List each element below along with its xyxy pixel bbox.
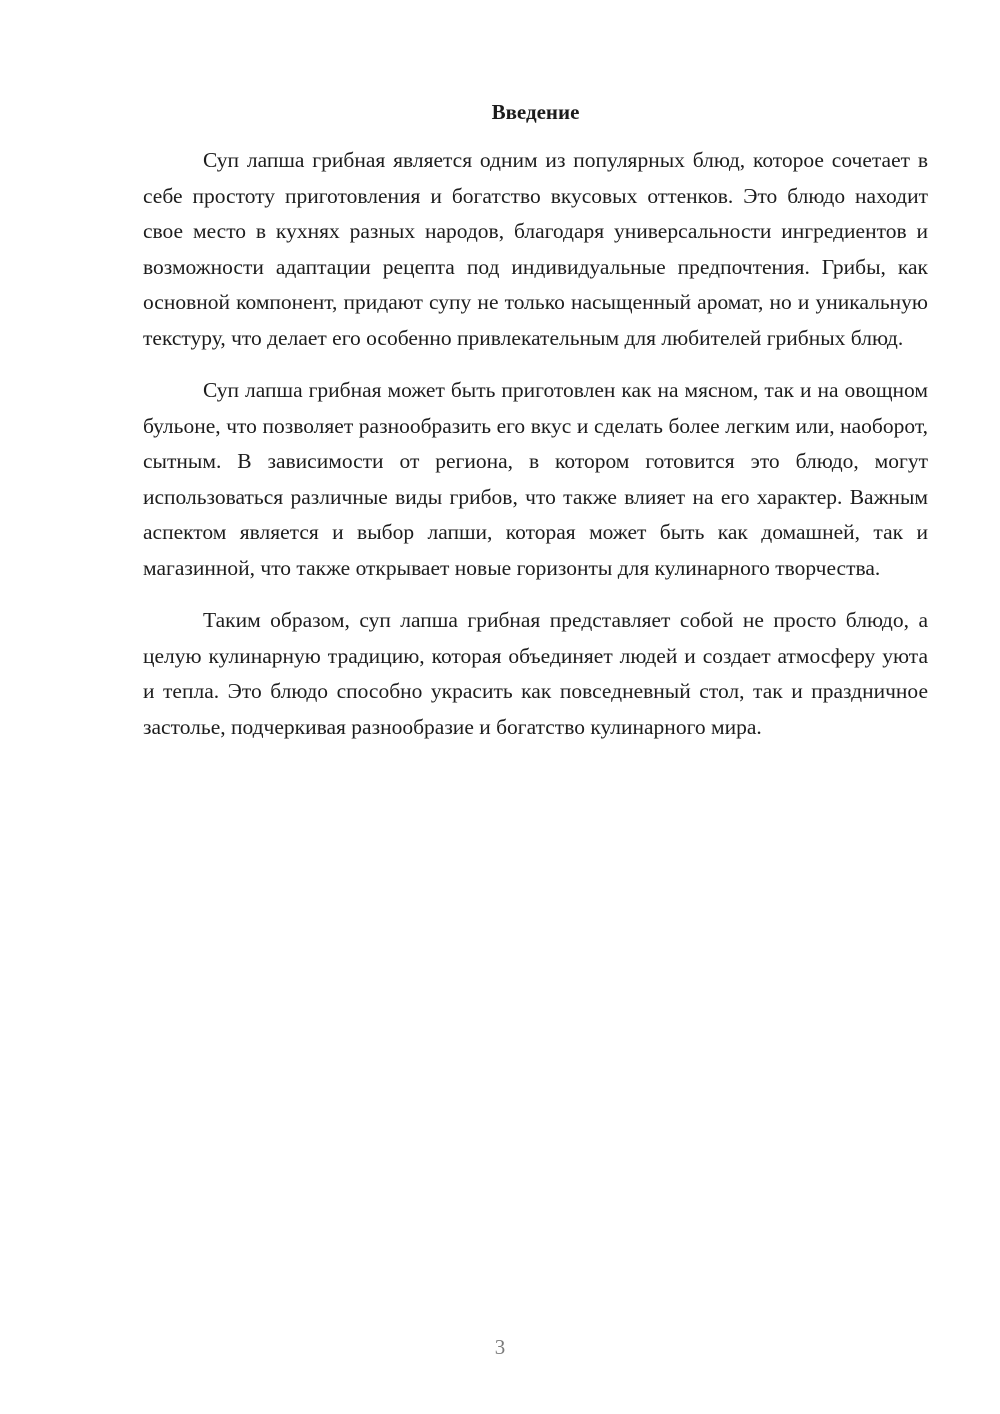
body-text — [143, 143, 928, 762]
paragraph-1: Суп лапша грибная является одним из популярных блюд, которое сочетает в себе простоту приготовления и богатство вкусовых оттенков. Это блюдо находит свое место в кухнях разных народов, благодаря универсальности ингредиентов и возможности адаптации рецепта под индивидуальные предпочтения. Грибы, как основной компонент, придают супу не только насыщенный аромат, но и уникальную текстуру, что делает его особенно привлекательным для любителей грибных блюд. — [143, 148, 928, 350]
paragraph-2: Суп лапша грибная может быть приготовлен как на мясном, так и на овощном бульоне, что позволяет разнообразить его вкус и сделать более легким или, наоборот, сытным. В зависимости от региона, в котором готовится это блюдо, могут использоваться различные виды грибов, что также влияет на его характер. Важным аспектом является и выбор лапши, которая может быть как домашней, так и магазинной, что также открывает новые горизонты для кулинарного творчества. — [143, 378, 928, 580]
page-number: 3 — [494, 1335, 506, 1359]
page-heading: Введение — [491, 100, 580, 124]
paragraph-3: Таким образом, суп лапша грибная представляет собой не просто блюдо, а целую кулинарную традицию, которая объединяет людей и создает атмосферу уюта и тепла. Это блюдо способно украсить как повседневный стол, так и праздничное застолье, подчеркивая разнообразие и богатство кулинарного мира. — [143, 608, 928, 739]
